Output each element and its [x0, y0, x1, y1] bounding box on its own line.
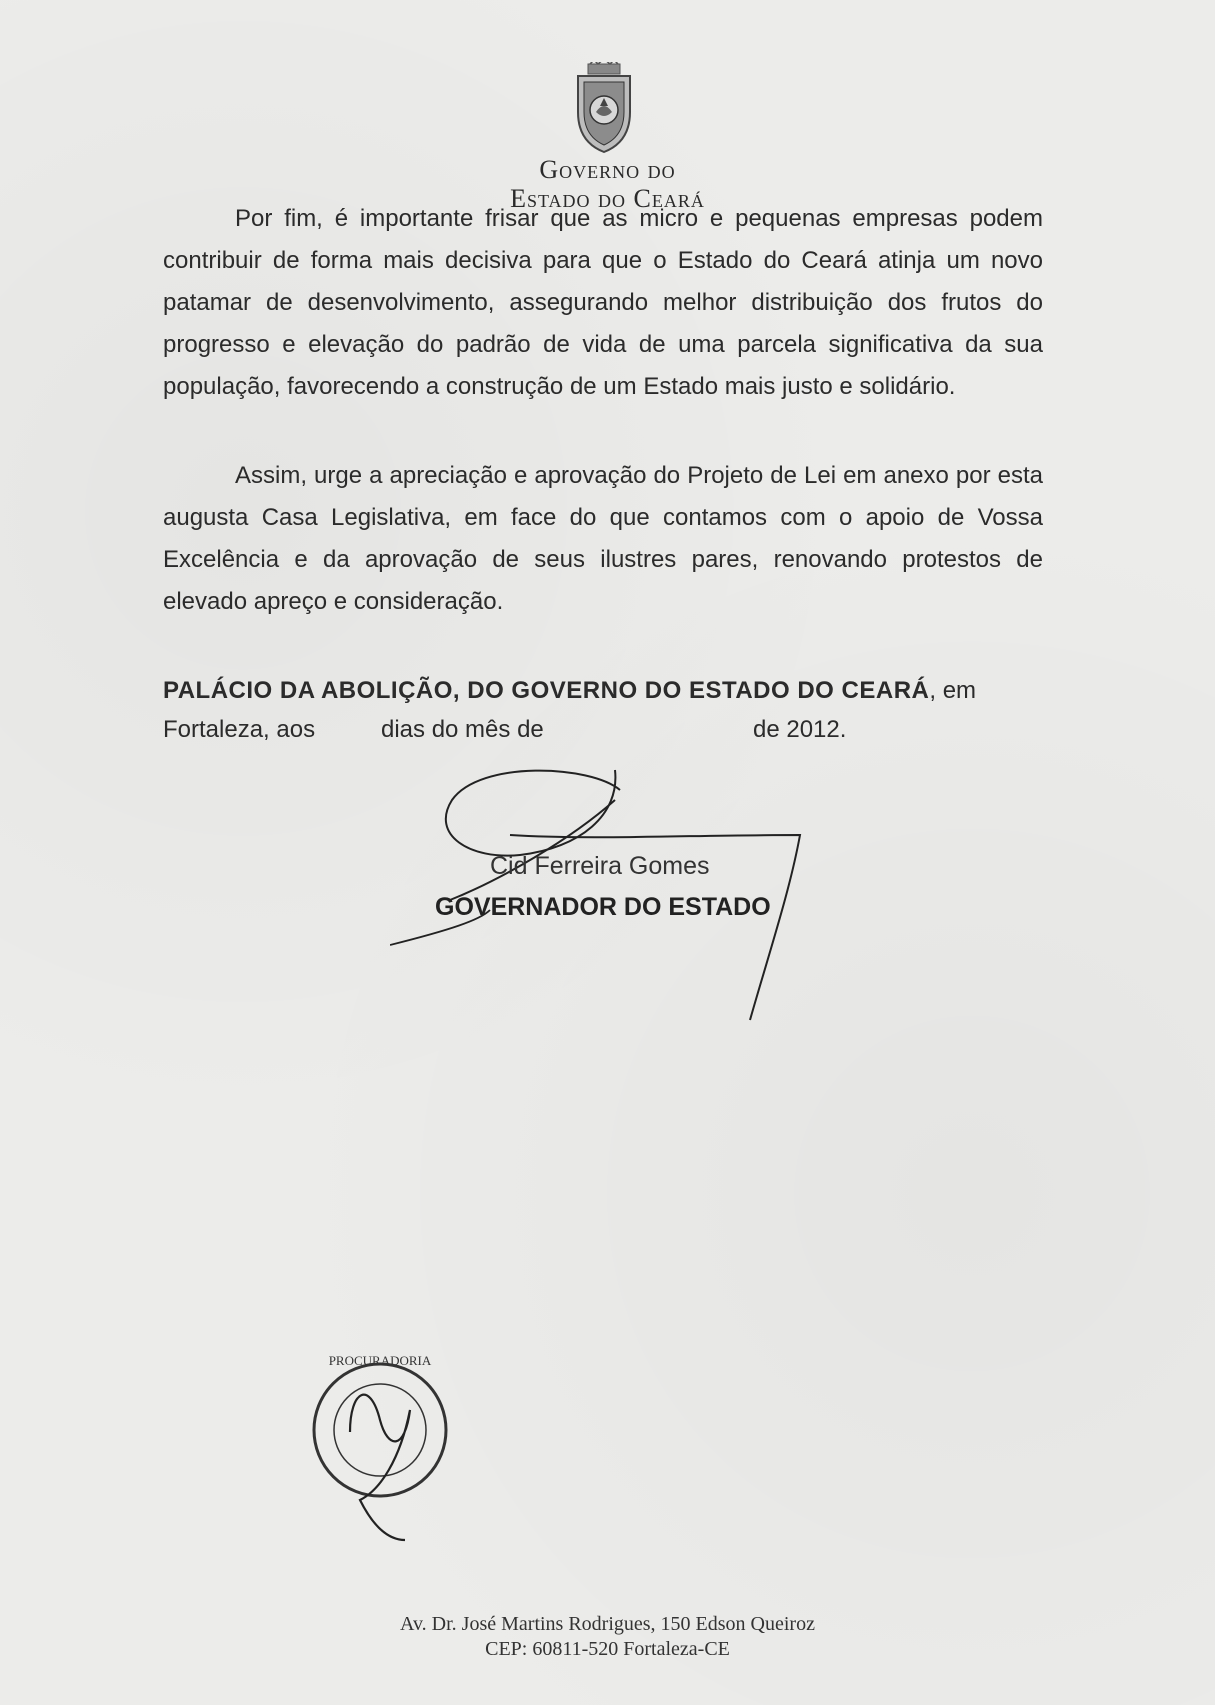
date-part-1: Fortaleza, aos [163, 716, 316, 743]
date-part-2: dias do mês de [381, 716, 544, 743]
signatory-title: GOVERNADOR DO ESTADO [435, 893, 771, 921]
signatory-name: Cid Ferreira Gomes [490, 852, 710, 880]
coat-of-arms-icon [570, 62, 638, 154]
footer-cep: CEP: 60811-520 Fortaleza-CE [485, 1638, 730, 1660]
closing-tail: , em [929, 677, 977, 704]
pge-stamp-icon [310, 1350, 470, 1550]
paragraph-1: Por fim, é importante frisar que as micro e pequenas empresas podem contribuir de forma mais decisiva para que o Estado do Ceará atinja um novo patamar de desenvolvimento, assegurando melhor distribuição dos frutos do progresso e elevação do padrão de vida de uma parcela significativa da sua população, favorecendo a construção de um Estado mais justo e solidário. [163, 205, 1043, 400]
stamp-lettering: PROCURADORIA [328, 1353, 432, 1368]
paragraph-2: Assim, urge a apreciação e aprovação do Projeto de Lei em anexo por esta augusta Casa Legislativa, em face do que contamos com o apoio de Vossa Excelência e da aprovação de seus ilustres pares, renovando protestos de elevado apreço e consideração. [163, 462, 1043, 615]
closing-bold: PALÁCIO DA ABOLIÇÃO, DO GOVERNO DO ESTADO DO CEARÁ [163, 677, 930, 704]
header-line-1: Governo do [539, 155, 676, 184]
header-line-2: Estado do Ceará [510, 184, 705, 213]
closing-line [163, 670, 1043, 712]
footer-address: Av. Dr. José Martins Rodrigues, 150 Edson Queiroz [400, 1613, 815, 1635]
date-part-3: de 2012. [753, 716, 847, 743]
